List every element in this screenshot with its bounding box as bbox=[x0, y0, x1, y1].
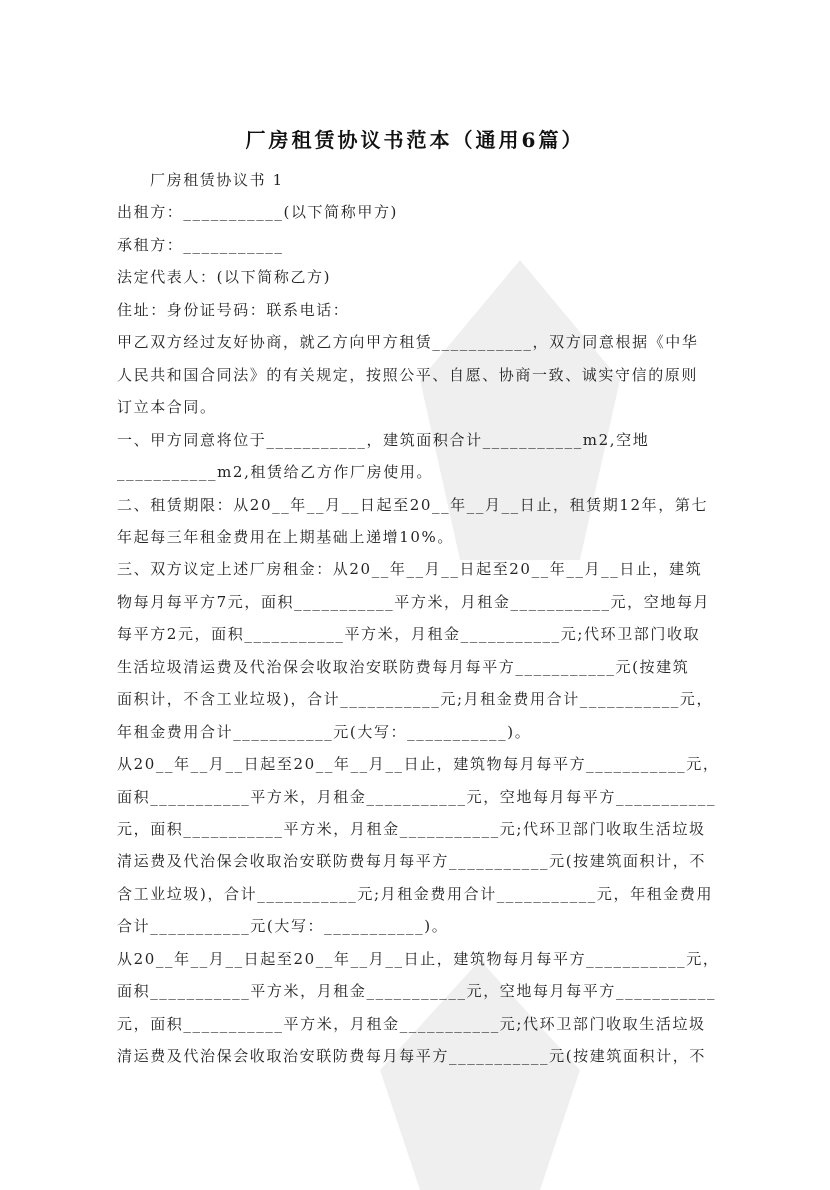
text-line: 年租金费用合计___________元(大写：___________)。 bbox=[117, 722, 532, 741]
text-line: 人民共和国合同法》的有关规定，按照公平、自愿、协商一致、诚实守信的原则 bbox=[117, 365, 699, 384]
text-line: 面积计，不含工业垃圾)，合计___________元;月租金费用合计___________元， bbox=[117, 690, 714, 709]
text-line: 订立本合同。 bbox=[117, 398, 217, 417]
document-title: 厂房租赁协议书范本（通用6篇） bbox=[245, 128, 585, 152]
text-line: ___________m2,租赁给乙方作厂房使用。 bbox=[117, 463, 434, 482]
text-line: 二、租赁期限：从20__年__月__日起至20__年__月__日止，租赁期12年，第七 bbox=[117, 495, 709, 514]
text-line: 元，面积___________平方米，月租金___________元;代环卫部门收取生活垃圾 bbox=[117, 1014, 706, 1033]
text-line: 甲乙双方经过友好协商，就乙方向甲方租赁___________，双方同意根据《中华 bbox=[117, 333, 699, 352]
text-line: 清运费及代治保会收取治安联防费每月每平方___________元(按建筑面积计，不 bbox=[117, 852, 706, 871]
text-line: 合计___________元(大写：___________)。 bbox=[117, 917, 449, 936]
text-line: 法定代表人：(以下简称乙方) bbox=[117, 268, 332, 287]
text-line: 年起每三年租金费用在上期基础上递增10%。 bbox=[117, 527, 454, 546]
text-line: 每平方2元，面积___________平方米，月租金___________元;代环卫部门收取 bbox=[117, 625, 701, 644]
text-line: 出租方：___________(以下简称甲方) bbox=[117, 203, 399, 222]
text-line: 住址：身份证号码：联系电话： bbox=[117, 300, 350, 319]
text-line: 生活垃圾清运费及代治保会收取治安联防费每月每平方___________元(按建筑 bbox=[117, 657, 690, 676]
text-line: 物每月每平方7元，面积___________平方米，月租金___________元，空地每月 bbox=[117, 592, 711, 611]
text-line: 清运费及代治保会收取治安联防费每月每平方___________元(按建筑面积计，不 bbox=[117, 1047, 706, 1066]
text-line: 一、甲方同意将位于___________，建筑面积合计___________m2,空地 bbox=[117, 430, 650, 449]
text-line: 承租方：___________ bbox=[117, 235, 284, 254]
text-line: 面积___________平方米，月租金___________元，空地每月每平方___________ bbox=[117, 787, 717, 806]
text-line: 面积___________平方米，月租金___________元，空地每月每平方___________ bbox=[117, 982, 717, 1001]
text-line: 三、双方议定上述厂房租金：从20__年__月__日起至20__年__月__日止，建筑 bbox=[117, 560, 703, 579]
section-heading: 厂房租赁协议书 1 bbox=[150, 171, 284, 189]
text-line: 从20__年__月__日起至20__年__月__日止，建筑物每月每平方___________元， bbox=[117, 755, 720, 774]
text-line: 元，面积___________平方米，月租金___________元;代环卫部门收取生活垃圾 bbox=[117, 820, 706, 838]
text-line: 含工业垃圾)，合计___________元;月租金费用合计___________元，年租金费用 bbox=[117, 884, 714, 903]
text-line: 从20__年__月__日起至20__年__月__日止，建筑物每月每平方___________元， bbox=[117, 949, 720, 968]
